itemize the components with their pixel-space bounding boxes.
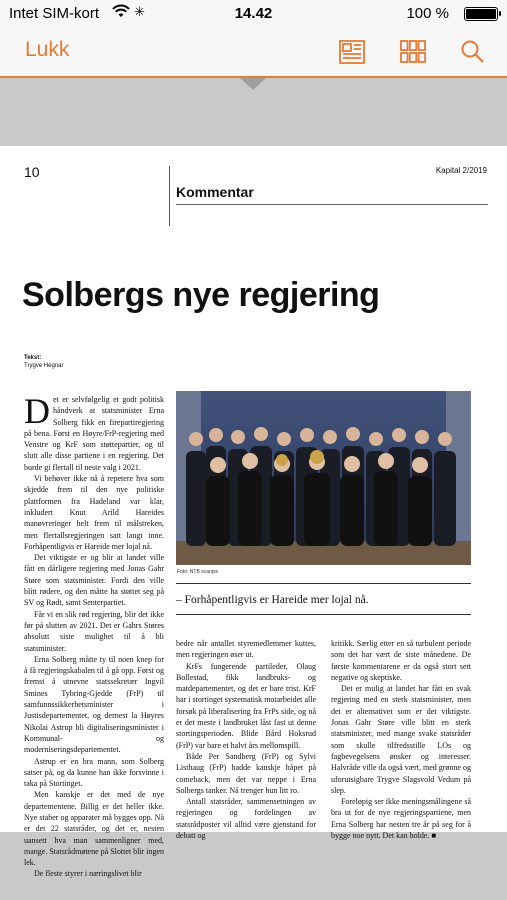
paragraph: kritikk. Særlig etter en så turbulent periode som det har vært de siste månedene. De første kommentarene er da også stort sett negative og skeptiske. [331, 639, 471, 682]
page-pointer-caret [240, 78, 266, 90]
photo-credit: Foto: NTB scanpix [177, 569, 219, 575]
pull-quote-rule-bottom [176, 614, 471, 615]
page-number: 10 [24, 164, 40, 180]
status-bar [0, 0, 507, 26]
paragraph: Får vi en slik rød regjering, blir det ikke før på slutten av 2021. Det er Gahrs Støres absolutt siste mulighet til å bli statsminister. [24, 609, 164, 653]
article-view-icon[interactable] [339, 39, 365, 65]
paragraph: Antall statsråder, sammensetningen av regjeringen og fordelingen av statsrådposter vil alltid være gjenstand for debatt og [176, 797, 316, 841]
section-rule [176, 204, 488, 205]
pull-quote: – Forhåpentligvis er Hareide mer lojal nå. [176, 594, 369, 606]
paragraph: Det er mulig at landet har fått en svak regjering med en sterk statsminister, men det er alternativet som er det viktigste. Jonas Gahr Støre ville blitt en sterk statsminister, med mange svake statsråder som skulle tilfredsstille LOs og fagbevegelsens ønsker og interesser. Halvråde ville da også vært, med grønne og uforutsigbare Trygve Slagsvold Vedum på slep. [331, 684, 471, 795]
article-column-1 [24, 391, 164, 879]
byline-author: Trygve Hegnar [24, 363, 64, 369]
paragraph: Både Per Sandberg (FrP) og Sylvi Listhaug (FrP) hadde kanskje håpet på comeback, men det var neppe i Erna Solbergs tanker. Nå trenger hun litt ro. [176, 751, 316, 795]
carrier-label: Intet SIM-kort [9, 5, 100, 22]
reader-toolbar [0, 26, 507, 78]
drop-cap: D [24, 391, 50, 431]
search-icon[interactable] [460, 39, 486, 65]
paragraph: Erna Solberg måtte ty til noen knep for å få regjeringskabalen til å gå opp. Først og fremst å utnevne statssekretær Ingvil Smines Tybring-Gjedde (FrP) til samfunnssikkerhetsminister i Justisdepartementet, og dernest la Høyres Nikolai Astrup bli digitaliseringsminister i Kommunal- og moderniseringsdepartementet. [24, 654, 164, 755]
section-title: Kommentar [176, 184, 254, 200]
article-column-2 [176, 638, 316, 841]
activity-spinner-icon: ✳ [134, 4, 145, 19]
paragraph: KrFs fungerende partileder, Olaug Bollestad, fikk landbruks- og matdepartementet, og det er bare trist. KrF har i stortinget systematisk motarbeidet alle forsøk på liberalisering fra FrPs side, og nå er det meste i landbruket låst fast ut denne stortingsperioden. Blide Bård Hoksrud (FrP) var bare et halvt års mellomspill. [176, 661, 316, 750]
battery-percent: 100 % [406, 5, 449, 22]
paragraph: Foreløpig ser ikke meningsmålingene så bra ut for de nye regjeringspartiene, men Erna Solberg har nesten tre år på seg for å bygge noe nytt. Det kan holde. ■ [331, 797, 471, 841]
battery-icon [464, 7, 498, 21]
paragraph: bedre når antallet styremedlemmer kuttes, men regjeringen øser ut. [176, 639, 316, 660]
pull-quote-rule-top [176, 583, 471, 584]
issue-label: Kapital 2/2019 [435, 166, 487, 175]
article-headline: Solbergs nye regjering [22, 276, 380, 314]
grid-view-icon[interactable] [400, 39, 426, 65]
clock: 14.42 [234, 5, 273, 22]
government-group-photo [176, 391, 471, 565]
close-button[interactable]: Lukk [25, 38, 70, 61]
paragraph: Det er selvfølgelig et godt politisk håndverk at statsminister Erna Solberg fikk en firepartiregjering på bena. Først en Høyre/FrP-regjering med Venstre og KrF som støttepartier, og til slutt alle disse partiene i en regjering. Det burde gi flertall til neste valg i 2021. [24, 391, 164, 472]
paragraph: Det viktigste er og blir at landet ville fått en dårligere regjering med Jonas Gahr Støre som statsminister. Fordi den ville blitt rødere, og den måtte ha støttet seg på SV og Rødt, samt Senterpartiet. [24, 553, 164, 608]
paragraph: Astrup er en bra mann, som Solberg satser på, og da kunne han ikke forsvinne i taka på Stortinget. [24, 756, 164, 789]
byline-label: Tekst: [24, 355, 42, 361]
article-column-3 [331, 638, 471, 841]
magazine-page[interactable] [0, 146, 507, 879]
paragraph: Men kanskje er det med de nye departementene. Billig er det heller ikke. Nye staber og apparater må bygges opp. Nå er det 22 statsråder, og det er, nesten uansett hva man sammenligner med, mange. Statsrådmøtene på Slottet blir ingen lek. [24, 790, 164, 868]
paragraph: Vi behøver ikke nå å repetere hva som skjedde frem til den nye politiske plattformen fra Hadeland var klar, inkludert Knut Arild Hareides manøvreringer helt frem til målstreken, men flertallsregjeringen satt langt inne. Forhåpentligvis er Hareide mer lojal nå. [24, 474, 164, 551]
header-divider [169, 166, 170, 226]
paragraph: De fleste styrer i næringslivet blir [34, 869, 142, 879]
